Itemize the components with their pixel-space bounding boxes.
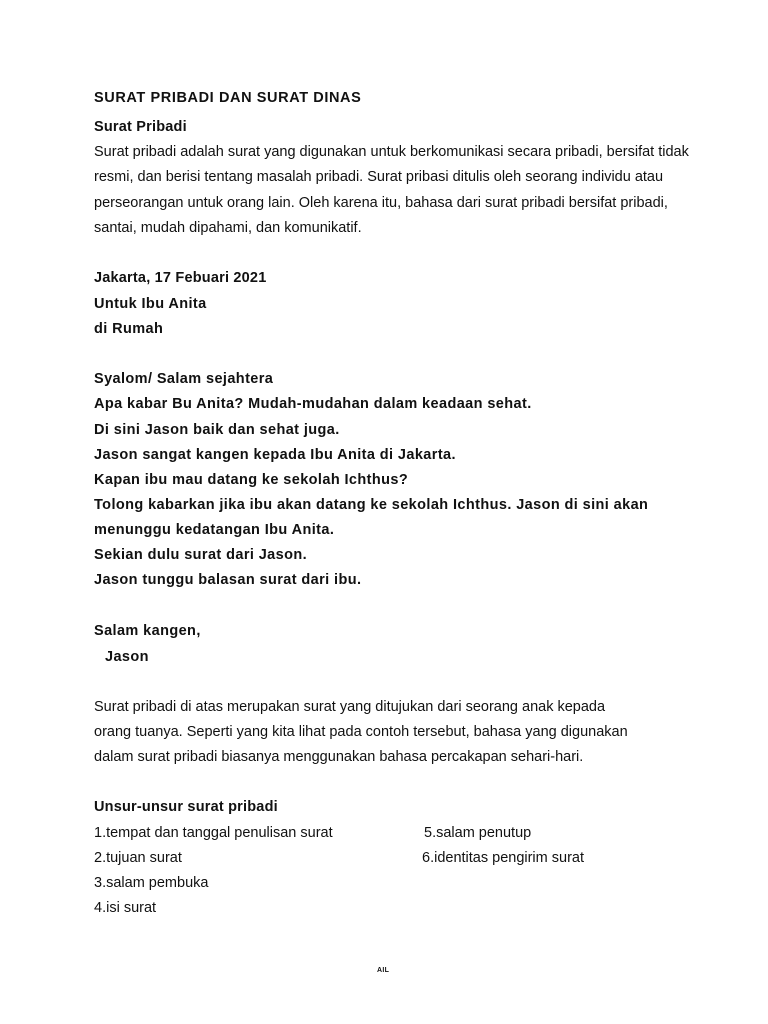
letter-greeting: Syalom/ Salam sejahtera [94, 371, 274, 387]
letter-recipient: Untuk Ibu Anita [94, 296, 207, 312]
element-item: 2.tujuan surat [94, 850, 182, 866]
letter-closing: Salam kangen, [94, 623, 201, 639]
section-heading: Surat Pribadi [94, 119, 187, 135]
letter-address: di Rumah [94, 321, 164, 337]
explanation-line: Surat pribadi di atas merupakan surat yang ditujukan dari seorang anak kepada [94, 699, 606, 715]
document-title: SURAT PRIBADI DAN SURAT DINAS [94, 90, 362, 106]
elements-heading: Unsur-unsur surat pribadi [94, 799, 278, 815]
page-footer-mark: AIL [377, 967, 390, 974]
letter-signature: Jason [105, 649, 149, 665]
element-item: 1.tempat dan tanggal penulisan surat [94, 825, 333, 841]
letter-body-line: Sekian dulu surat dari Jason. [94, 547, 308, 563]
intro-line: perseorangan untuk orang lain. Oleh karena itu, bahasa dari surat pribadi bersifat pribadi, [94, 195, 668, 211]
explanation-line: orang tuanya. Seperti yang kita lihat pada contoh tersebut, bahasa yang digunakan [94, 724, 628, 740]
intro-line: santai, mudah dipahami, dan komunikatif. [94, 220, 362, 236]
letter-body-line: Jason sangat kangen kepada Ibu Anita di Jakarta. [94, 447, 456, 463]
intro-line: resmi, dan berisi tentang masalah pribadi. Surat pribasi ditulis oleh seorang individu atau [94, 169, 664, 185]
element-item: 4.isi surat [94, 900, 157, 916]
letter-body-line: Tolong kabarkan jika ibu akan datang ke sekolah Ichthus. Jason di sini akan [94, 497, 649, 513]
element-item: 3.salam pembuka [94, 875, 209, 891]
letter-body-line: Kapan ibu mau datang ke sekolah Ichthus? [94, 472, 409, 488]
intro-line: Surat pribadi adalah surat yang digunakan untuk berkomunikasi secara pribadi, bersifat tidak [94, 144, 689, 160]
letter-body-line: Apa kabar Bu Anita? Mudah-mudahan dalam keadaan sehat. [94, 396, 532, 412]
letter-body-line: Jason tunggu balasan surat dari ibu. [94, 572, 362, 588]
letter-body-line: menunggu kedatangan Ibu Anita. [94, 522, 335, 538]
letter-body-line: Di sini Jason baik dan sehat juga. [94, 422, 340, 438]
explanation-line: dalam surat pribadi biasanya menggunakan bahasa percakapan sehari-hari. [94, 749, 584, 765]
element-item: 6.identitas pengirim surat [422, 850, 584, 866]
letter-place-date: Jakarta, 17 Febuari 2021 [94, 270, 267, 286]
element-item: 5.salam penutup [424, 825, 532, 841]
